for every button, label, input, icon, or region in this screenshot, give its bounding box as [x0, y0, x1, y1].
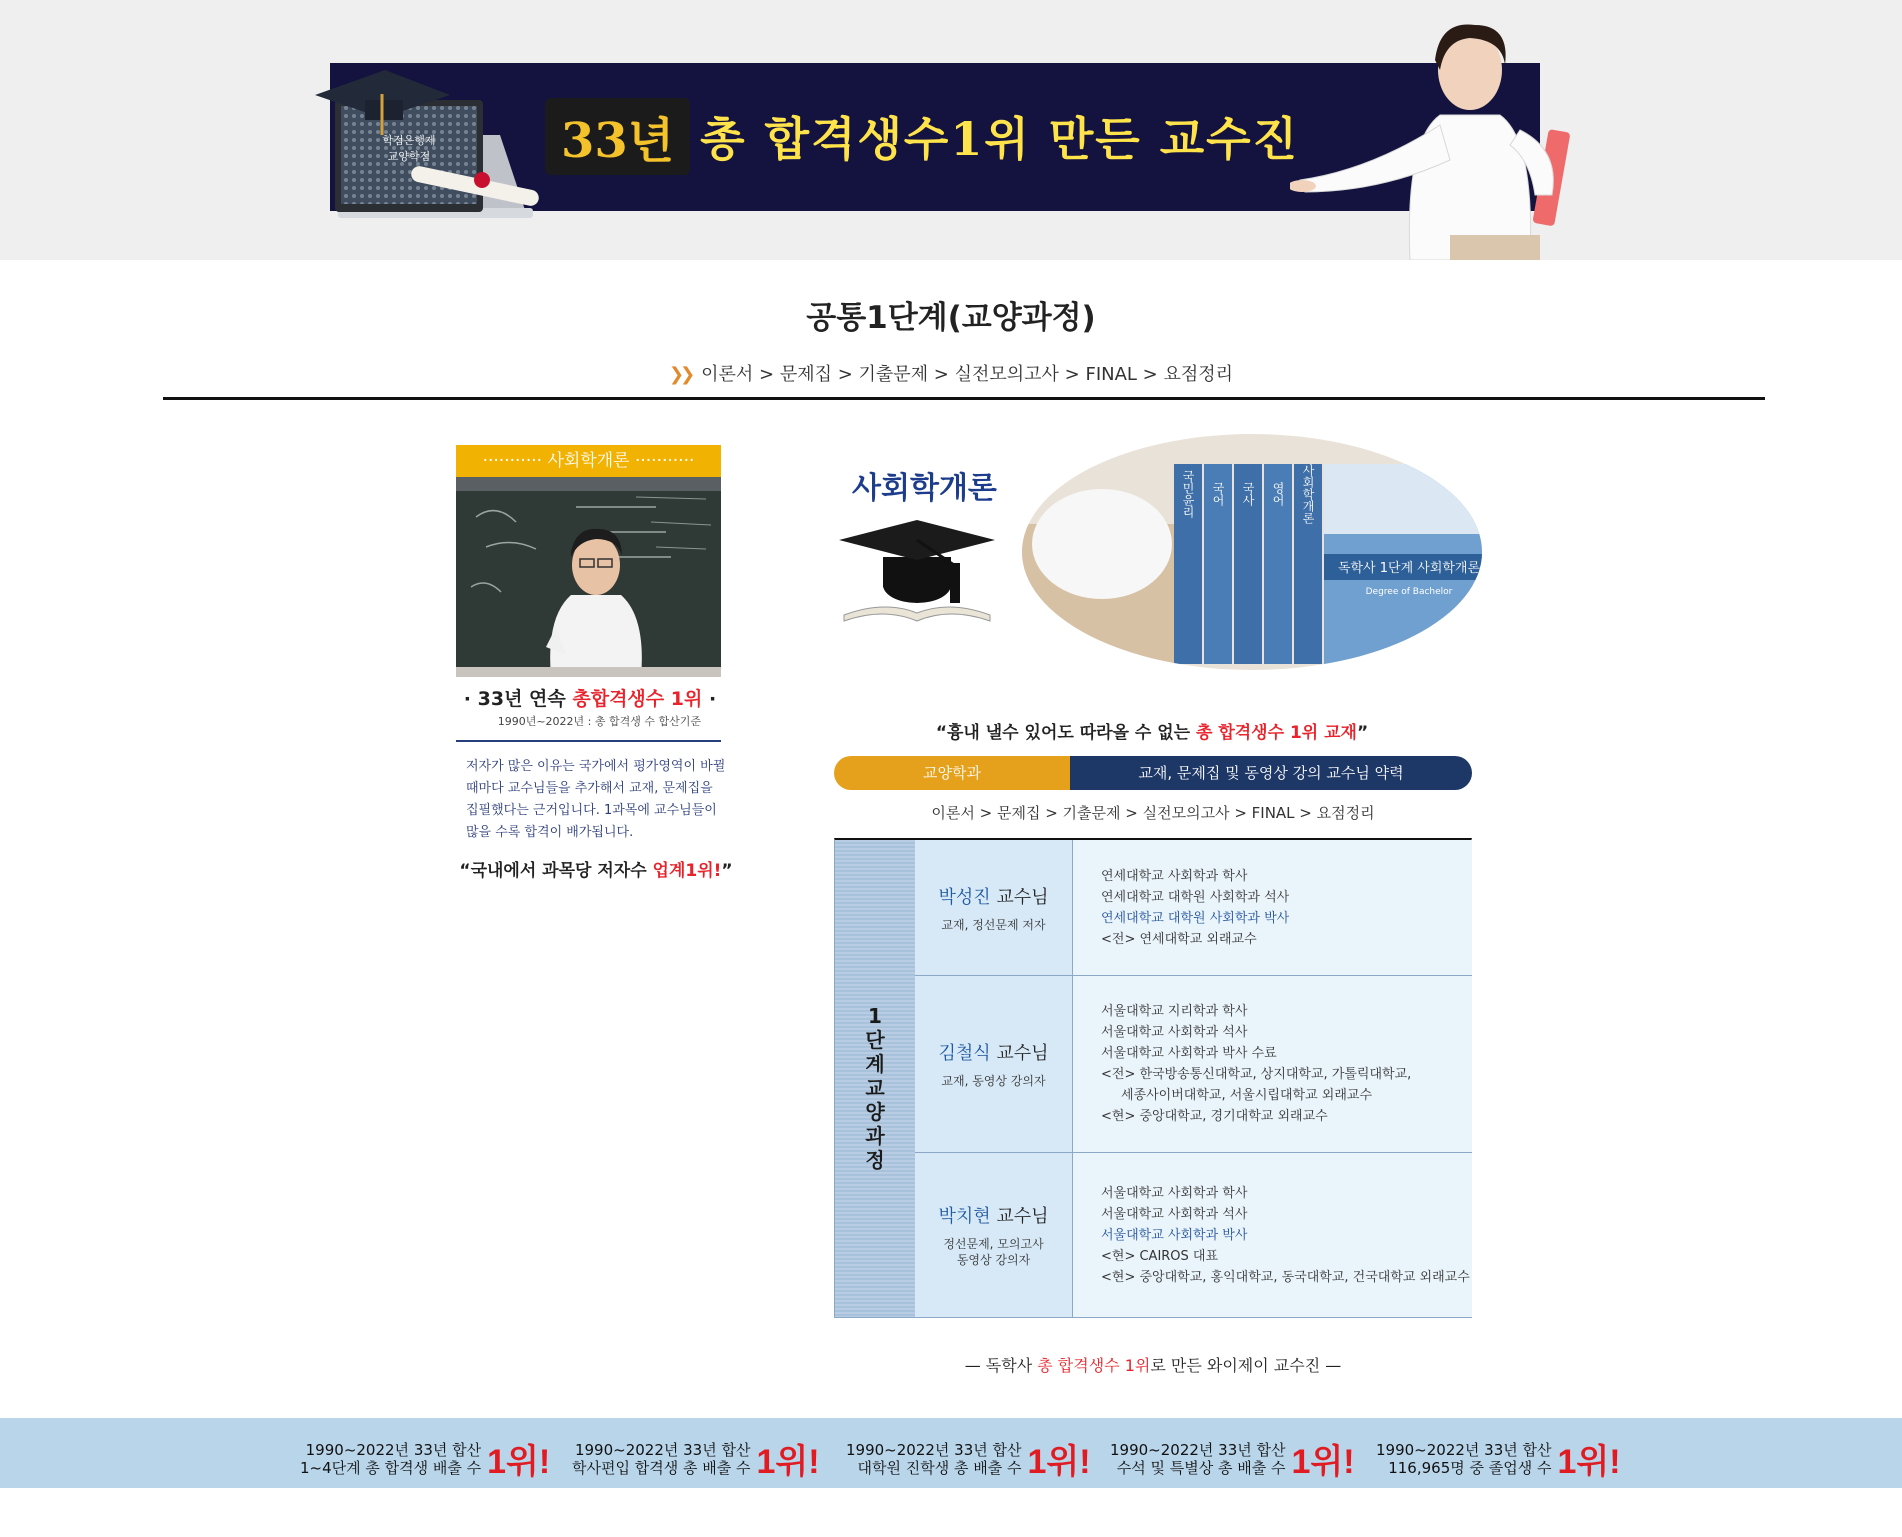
footer-stat-line1: 1990~2022년 33년 합산 — [574, 1440, 751, 1459]
professor-title: 교수님 — [990, 886, 1049, 908]
presenter-woman-illustration — [1290, 20, 1610, 260]
textbook-quote-highlight: 총 합격생수 1위 교재 — [1196, 723, 1357, 743]
bio-line: 서울대학교 사회학과 석사 — [1101, 1025, 1248, 1040]
footer-stat-text — [1110, 1441, 1286, 1477]
professor-title: 교수님 — [990, 1206, 1049, 1227]
section-divider — [163, 397, 1765, 400]
bio-line-highlight: 연세대학교 대학원 사회학과 박사 — [1101, 910, 1290, 926]
curriculum-path — [0, 360, 1902, 386]
professor-name — [915, 883, 1072, 909]
category-bar-right: 교재, 문제집 및 동영상 강의 교수님 약력 — [1070, 756, 1472, 790]
faculty-tagline-pre: — 독학사 — [964, 1356, 1038, 1375]
table-row — [915, 1153, 1472, 1317]
faculty-tagline — [834, 1353, 1472, 1376]
professor-name — [915, 1202, 1072, 1228]
table-side-label-column — [835, 840, 915, 1317]
svg-text:교양학점: 교양학점 — [387, 150, 431, 163]
footer-stat-line2: 대학원 진학생 총 배출 수 — [857, 1458, 1022, 1477]
graduation-cap-icon — [834, 505, 1000, 625]
professor-surname: 박성진 — [938, 886, 991, 908]
category-bar-left: 교양학과 — [834, 756, 1070, 790]
textbook-quote — [834, 718, 1470, 743]
svg-text:독학사 1단계 사회학개론: 독학사 1단계 사회학개론 — [1337, 561, 1481, 576]
bio-line: <현> 중앙대학교, 홍익대학교, 동국대학교, 건국대학교 외래교수 — [1101, 1269, 1470, 1285]
footer-stat-line2: 116,965명 중 졸업생 수 — [1388, 1458, 1552, 1477]
subject-label: 사회학개론 — [852, 471, 997, 506]
svg-text:영어: 영어 — [1271, 482, 1285, 506]
svg-text:학점은행제: 학점은행제 — [382, 134, 436, 147]
category-bar — [834, 756, 1472, 790]
card-subnote: 1990년~2022년 : 총 합격생 수 합산기준 — [497, 715, 701, 728]
svg-text:국사: 국사 — [1241, 482, 1255, 506]
footer-stat-rank: 1위! — [487, 1443, 551, 1481]
textbook-quote-pre: “흉내 낼수 있어도 따라올 수 없는 — [935, 723, 1196, 743]
footer-stat-line2: 1~4단계 총 합격생 배출 수 — [300, 1458, 482, 1477]
bio-line: <현> CAIROS 대표 — [1101, 1248, 1219, 1264]
bio-line: 서울대학교 사회학과 석사 — [1101, 1206, 1248, 1222]
footer-stat-rank: 1위! — [756, 1443, 820, 1481]
card-quote — [456, 856, 736, 881]
professor-role-line: 정선문제, 모의고사 — [943, 1237, 1044, 1251]
footer-stat-text — [1376, 1441, 1552, 1477]
lecturer-photo — [456, 477, 721, 677]
bio-line: 세종사이버대학교, 서울시립대학교 외래교수 — [1121, 1088, 1372, 1103]
professor-surname: 박치현 — [938, 1206, 991, 1227]
professor-role: 교재, 동영상 강의자 — [941, 1074, 1046, 1088]
footer-stat-line2: 수석 및 특별상 총 배출 수 — [1116, 1458, 1286, 1477]
banner-headline — [545, 100, 1299, 172]
professor-role — [915, 1236, 1072, 1268]
card-quote-pre: “국내에서 과목당 저자수 — [459, 861, 653, 881]
curriculum-path-text: 이론서 > 문제집 > 기출문제 > 실전모의고사 > FINAL > 요점정리 — [701, 364, 1234, 385]
professor-bio — [1073, 976, 1472, 1152]
professor-bio — [1073, 840, 1472, 975]
table-side-label: 1 단 계 교 양 과 정 — [865, 1004, 885, 1172]
footer-stat — [1376, 1434, 1621, 1483]
professor-bio — [1073, 1153, 1472, 1317]
footer-stat — [1110, 1434, 1355, 1483]
bio-line: 서울대학교 사회학과 박사 수료 — [1101, 1046, 1277, 1061]
bio-line: 연세대학교 대학원 사회학과 석사 — [1101, 889, 1290, 905]
svg-text:사회학개론: 사회학개론 — [1301, 464, 1315, 524]
footer-stat-rank: 1위! — [1027, 1443, 1091, 1481]
bio-line: <전> 연세대학교 외래교수 — [1101, 931, 1257, 947]
footer-stat-line2: 학사편입 합격생 총 배출 수 — [572, 1458, 751, 1477]
professor-name-cell — [915, 1153, 1073, 1317]
bio-line: <전> 한국방송통신대학교, 상지대학교, 가톨릭대학교, — [1101, 1067, 1412, 1082]
laptop-graduation-illustration — [310, 40, 560, 225]
footer-stat — [846, 1434, 1091, 1483]
footer-stat-line1: 1990~2022년 33년 합산 — [305, 1440, 482, 1459]
svg-text:국어: 국어 — [1211, 482, 1225, 506]
table-row — [915, 840, 1472, 976]
faculty-tagline-post: 로 만든 와이제이 교수진 — — [1150, 1356, 1342, 1375]
card-headline-highlight: 총합격생수 1위 — [572, 688, 703, 710]
curriculum-path-secondary: 이론서 > 문제집 > 기출문제 > 실전모의고사 > FINAL > 요점정리 — [931, 804, 1375, 822]
bio-line: 서울대학교 사회학과 학사 — [1101, 1185, 1248, 1201]
professor-role-line: 동영상 강의자 — [956, 1253, 1031, 1267]
footer-stat-rank: 1위! — [1557, 1443, 1621, 1481]
footer-stat-text — [300, 1441, 481, 1477]
footer-stat-line1: 1990~2022년 33년 합산 — [1376, 1440, 1552, 1459]
textbook-quote-post: ” — [1356, 723, 1369, 743]
card-headline — [440, 684, 740, 711]
footer-stat-line1: 1990~2022년 33년 합산 — [846, 1440, 1022, 1459]
professor-title: 교수님 — [990, 1043, 1049, 1064]
table-row — [915, 976, 1472, 1153]
footer-stat-rank: 1위! — [1291, 1443, 1355, 1481]
footer-stat-line1: 1990~2022년 33년 합산 — [1110, 1440, 1286, 1459]
bio-line: 연세대학교 사회학과 학사 — [1101, 868, 1248, 884]
svg-text:Degree of Bachelor: Degree of Bachelor — [1365, 587, 1453, 597]
banner-years: 33년 — [545, 98, 690, 175]
professor-table — [834, 838, 1472, 1318]
bio-line: <현> 중앙대학교, 경기대학교 외래교수 — [1101, 1109, 1328, 1124]
card-divider — [456, 740, 721, 742]
double-chevron-icon: ❯❯ — [668, 364, 692, 385]
svg-text:국민윤리: 국민윤리 — [1181, 470, 1195, 518]
card-quote-post: ” — [721, 861, 733, 881]
professor-name-cell — [915, 976, 1073, 1152]
footer-stat-text — [846, 1441, 1022, 1477]
professor-surname: 김철식 — [938, 1043, 991, 1064]
professor-role: 교재, 정선문제 저자 — [941, 917, 1046, 932]
bio-line: 서울대학교 지리학과 학사 — [1101, 1004, 1248, 1019]
textbooks-image — [1022, 434, 1482, 670]
card-headline-post: · — [702, 688, 717, 710]
footer-stat — [572, 1434, 820, 1483]
section-title: 공통1단계(교양과정) — [806, 300, 1096, 336]
card-headline-pre: · 33년 연속 — [463, 688, 573, 710]
card-quote-highlight: 업계1위! — [652, 861, 722, 881]
card-description: 저자가 많은 이유는 국가에서 평가영역이 바뀔 때마다 교수님들을 추가해서 교재, 문제집을 집필했다는 근거입니다. 1과목에 교수님들이 많을 수록 합격이 배가됩니다. — [466, 759, 726, 840]
faculty-tagline-highlight: 총 합격생수 1위 — [1037, 1356, 1151, 1375]
professor-name — [915, 1039, 1072, 1065]
bio-line-highlight: 서울대학교 사회학과 박사 — [1101, 1227, 1248, 1243]
footer-stat-text — [572, 1441, 750, 1477]
banner-title-text: 총 합격생수1위 만든 교수진 — [700, 112, 1300, 166]
professor-name-cell — [915, 840, 1073, 975]
footer-stat — [300, 1434, 550, 1483]
card-header: ··········· 사회학개론 ··········· — [456, 445, 721, 477]
